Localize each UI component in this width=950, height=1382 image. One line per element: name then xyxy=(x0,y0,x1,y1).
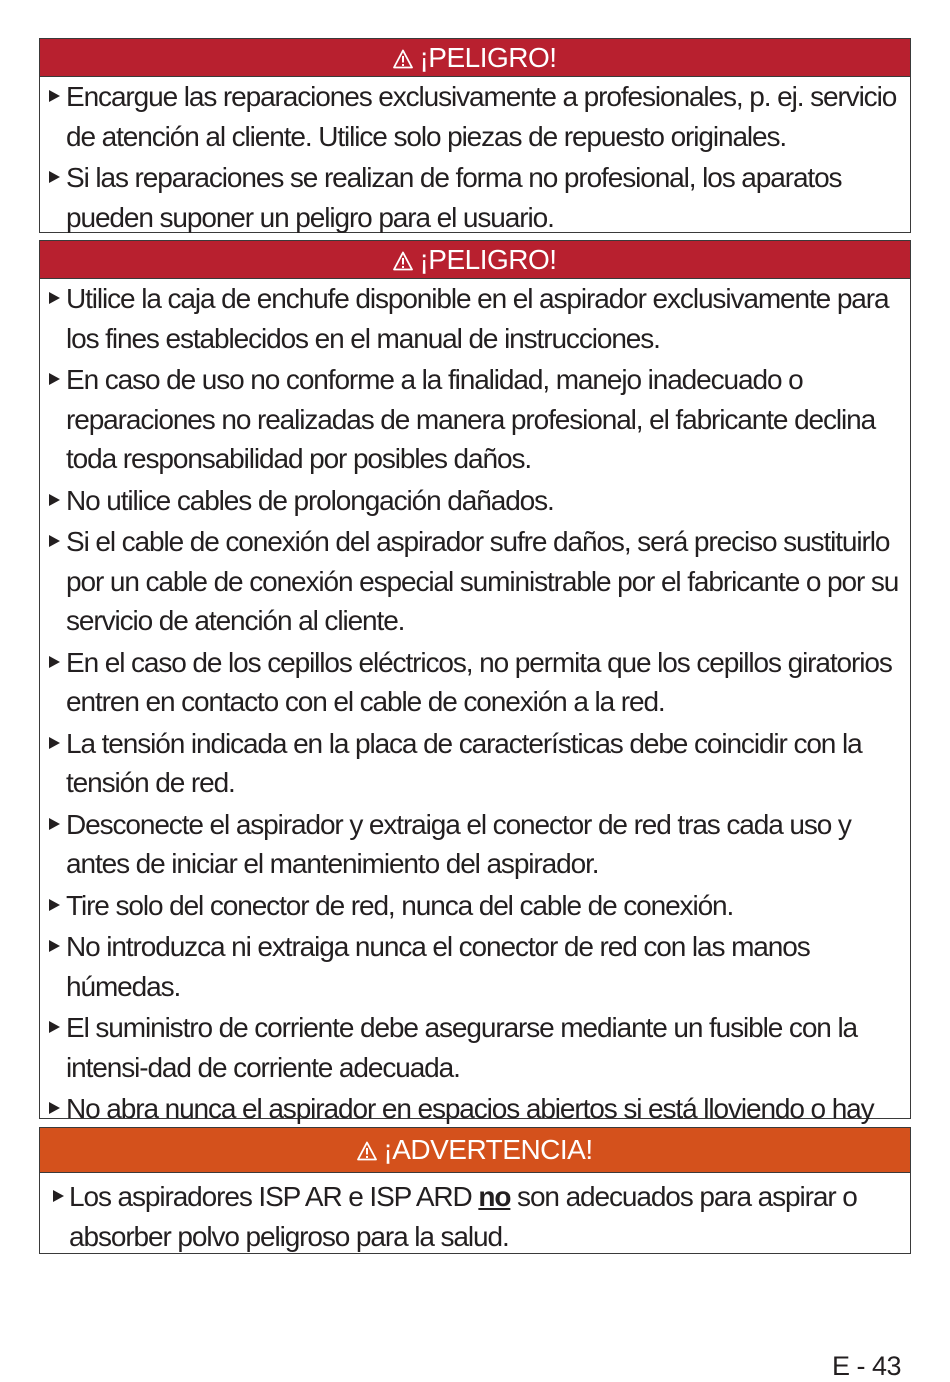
warning-triangle-icon xyxy=(393,251,413,271)
list-item: Si las reparaciones se realizan de forma no profesional, los aparatos pueden suponer un peligro para el usuario. xyxy=(40,158,910,237)
bullet-arrow-icon xyxy=(49,818,60,830)
list-item: Si el cable de conexión del aspirador sufre daños, será preciso sustituirlo por un cable de conexión especial suministrable por el fabricante o por su servicio de atención al cliente. xyxy=(40,522,910,641)
list-item: El suministro de corriente debe asegurarse mediante un fusible con la intensi-dad de corriente adecuada. xyxy=(40,1008,910,1087)
page-number: E - 43 xyxy=(832,1351,902,1381)
bullet-arrow-icon xyxy=(49,535,60,547)
list-item: En el caso de los cepillos eléctricos, no permita que los cepillos giratorios entren en contacto con el cable de conexión a la red. xyxy=(40,643,910,722)
list-item: No introduzca ni extraiga nunca el conector de red con las manos húmedas. xyxy=(40,927,910,1006)
danger-list-1 xyxy=(40,77,910,237)
danger-box-2 xyxy=(39,240,911,1124)
danger-list-2 xyxy=(40,279,910,1168)
list-item: En caso de uso no conforme a la finalidad, manejo inadecuado o reparaciones no realizadas de manera profesional, el fabricante declina toda responsabilidad por posibles daños. xyxy=(40,360,910,479)
warning-box xyxy=(39,1127,911,1254)
list-item: Desconecte el aspirador y extraiga el conector de red tras cada uso y antes de iniciar el mantenimiento del aspirador. xyxy=(40,805,910,884)
list-item: Tire solo del conector de red, nunca del cable de conexión. xyxy=(40,886,910,926)
bullet-arrow-icon xyxy=(49,737,60,749)
bullet-arrow-icon xyxy=(49,940,60,952)
bullet-arrow-icon xyxy=(49,171,60,183)
warning-triangle-icon xyxy=(357,1141,377,1161)
list-item: La tensión indicada en la placa de características debe coincidir con la tensión de red. xyxy=(40,724,910,803)
bullet-arrow-icon xyxy=(49,292,60,304)
warning-heading: ¡ADVERTENCIA! xyxy=(383,1134,593,1165)
danger-box-1 xyxy=(39,38,911,233)
list-item: Encargue las reparaciones exclusivamente a profesionales, p. ej. servicio de atención al cliente. Utilice solo piezas de repuesto originales. xyxy=(40,77,910,156)
danger-header-1 xyxy=(40,39,910,77)
list-item: Los aspiradores ISP AR e ISP ARD no son adecuados para aspirar o absorber polvo peligroso para la salud. xyxy=(40,1177,910,1256)
danger-heading-2: ¡PELIGRO! xyxy=(419,244,557,275)
list-item: No utilice cables de prolongación dañados. xyxy=(40,481,910,521)
bullet-arrow-icon xyxy=(49,656,60,668)
bullet-arrow-icon xyxy=(49,1021,60,1033)
list-item: Utilice la caja de enchufe disponible en el aspirador exclusivamente para los fines establecidos en el manual de instrucciones. xyxy=(40,279,910,358)
danger-header-2 xyxy=(40,241,910,279)
bullet-arrow-icon xyxy=(53,1190,64,1202)
bullet-arrow-icon xyxy=(49,1102,60,1114)
danger-heading-1: ¡PELIGRO! xyxy=(419,42,557,73)
bullet-arrow-icon xyxy=(49,373,60,385)
emphasis-no: no xyxy=(478,1181,511,1212)
bullet-arrow-icon xyxy=(49,899,60,911)
list-item: No abra nunca el aspirador en espacios abiertos si está lloviendo o hay xyxy=(40,1089,910,1168)
warning-triangle-icon xyxy=(393,49,413,69)
bullet-arrow-icon xyxy=(49,90,60,102)
bullet-arrow-icon xyxy=(49,494,60,506)
warning-header xyxy=(40,1128,910,1173)
warning-list xyxy=(40,1173,910,1256)
